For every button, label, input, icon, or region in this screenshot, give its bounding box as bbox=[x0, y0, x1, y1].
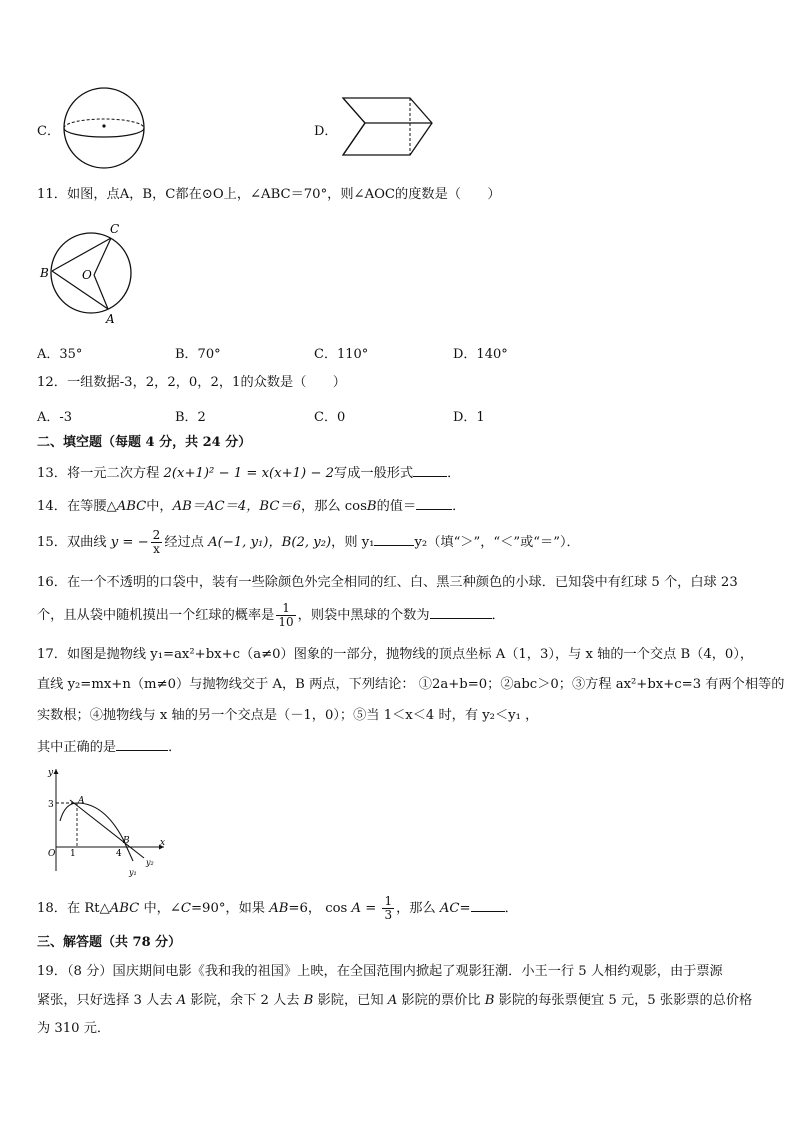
q18-post: ，那么 bbox=[396, 901, 440, 916]
q19-line3: 为 310 元． bbox=[37, 1021, 111, 1036]
q15-line bbox=[37, 528, 580, 558]
point-b-label: B bbox=[123, 836, 130, 846]
q12-option-a: A．-3 bbox=[37, 410, 73, 425]
q11-option-a: A．35° bbox=[37, 347, 83, 362]
q13-prefix: 13．将一元二次方程 bbox=[37, 466, 164, 481]
q19-cinema-a: A bbox=[176, 993, 187, 1008]
q18-ac: AC bbox=[439, 901, 460, 916]
q15-y: y bbox=[110, 535, 119, 550]
q11-option-c: C．110° bbox=[314, 347, 369, 362]
q19-line2 bbox=[37, 991, 752, 1011]
q17-line1: 17．如图是抛物线 y₁=ax²+bx+c（a≠0）图象的一部分，抛物线的顶点坐标 A（1，3），与 x 轴的一个交点 B（4，0）， bbox=[37, 647, 754, 662]
q19-l2-mid: 影院，余下 2 人去 bbox=[186, 993, 304, 1008]
q15-answer-blank[interactable] bbox=[374, 533, 414, 546]
q15-mid: 经过点 bbox=[164, 535, 209, 550]
q19-line1: 19．（8 分）国庆期间电影《我和我的祖国》上映，在全国范围内掀起了观影狂潮．小王一行 5 人相约观影，由于票源 bbox=[37, 964, 723, 979]
q19-l2-mid2: 影院，已知 bbox=[313, 993, 388, 1008]
q12-option-d: D．1 bbox=[453, 410, 485, 425]
q15-eq: = − bbox=[118, 535, 149, 550]
q17-prefix: 其中正确的是 bbox=[37, 740, 117, 755]
q16-fraction bbox=[276, 602, 295, 629]
q13-line bbox=[37, 464, 460, 484]
q14-mid2: ，那么 cos bbox=[301, 499, 367, 514]
q18-numerator: 1 bbox=[384, 894, 393, 908]
q16-denominator: 10 bbox=[278, 615, 294, 629]
circle-angle-figure bbox=[36, 220, 146, 328]
q16-end: ． bbox=[491, 608, 505, 623]
point-c-label: C bbox=[110, 222, 120, 236]
q19-l2-post: 影院的每张票便宜 5 元，5 张影票的总价格 bbox=[494, 993, 753, 1008]
q15-prefix: 15．双曲线 bbox=[37, 535, 111, 550]
option-d-label: D． bbox=[314, 124, 338, 139]
point-o-label: O bbox=[82, 268, 92, 282]
q18-ab: AB bbox=[269, 901, 289, 916]
q11-stem: 11．如图，点A，B，C都在⊙O上，∠ABC＝70°，则∠AOC的度数是（ ） bbox=[37, 187, 501, 202]
prism-figure bbox=[340, 95, 435, 161]
parabola-y1-label: y₁ bbox=[129, 868, 137, 877]
q18-line bbox=[37, 893, 518, 925]
q14-triangle: ABC bbox=[116, 499, 147, 514]
q14-line bbox=[37, 497, 465, 517]
q14-ab: AB＝AC＝4， bbox=[172, 499, 260, 514]
q17-line3: 实数根；④抛物线与 x 轴的另一个交点是（－1，0）；⑤当 1＜x＜4 时，有 y₂＜y₁ ， bbox=[37, 708, 539, 723]
q18-mid3: =6， cos bbox=[288, 901, 352, 916]
q15-point-a: A(−1, y₁)， bbox=[208, 535, 282, 550]
q18-answer-blank[interactable] bbox=[471, 899, 505, 912]
q17-line4 bbox=[37, 738, 181, 758]
q19-l2-mid3: 影院的票价比 bbox=[397, 993, 485, 1008]
q13-suffix: 写成一般形式 bbox=[334, 466, 414, 481]
q14-bc: BC＝6 bbox=[259, 499, 302, 514]
q15-point-b: B(2, y₂) bbox=[281, 535, 332, 550]
q17-answer-blank[interactable] bbox=[116, 738, 168, 751]
q12-option-b: B．2 bbox=[175, 410, 206, 425]
tick-3-label: 3 bbox=[48, 800, 54, 810]
q18-eq: = bbox=[361, 901, 381, 916]
point-a-label: A bbox=[106, 312, 115, 326]
q14-answer-blank[interactable] bbox=[416, 497, 452, 510]
y-axis-label: y bbox=[48, 768, 54, 778]
q14-mid1: 中， bbox=[146, 499, 173, 514]
q17-line2: 直线 y₂=mx+n（m≠0）与抛物线交于 A，B 两点，下列结论： ①2a+b=0；②abc＞0；③方程 ax²+bx+c=3 有两个相等的 bbox=[37, 677, 785, 692]
q16-line2 bbox=[37, 600, 505, 632]
q18-fraction bbox=[382, 895, 394, 922]
q12-option-c: C．0 bbox=[314, 410, 346, 425]
q15-denominator: x bbox=[153, 542, 160, 556]
tick-1-label: 1 bbox=[70, 849, 76, 859]
section-title-solutions: 三、解答题（共 78 分） bbox=[37, 935, 182, 950]
q12-stem: 12．一组数据-3，2，2，0，2，1的众数是（ ） bbox=[37, 375, 346, 390]
line-y2-label: y₂ bbox=[146, 858, 154, 867]
point-b-label: B bbox=[40, 266, 49, 280]
q14-end: ． bbox=[452, 499, 466, 514]
parabola-line-figure bbox=[40, 763, 170, 883]
q18-mid2: =90°，如果 bbox=[191, 901, 270, 916]
q15-numerator: 2 bbox=[152, 528, 161, 542]
x-axis-label: x bbox=[160, 838, 166, 848]
q16-prefix: 个，且从袋中随机摸出一个红球的概率是 bbox=[37, 608, 275, 623]
q16-suffix: ，则袋中黑球的个数为 bbox=[297, 608, 430, 623]
q19-cinema-b: B bbox=[303, 993, 314, 1008]
section-title-fill-in: 二、填空题（每题 4 分，共 24 分） bbox=[37, 435, 252, 450]
q13-end: ． bbox=[447, 466, 461, 481]
q19-cinema-b2: B bbox=[484, 993, 495, 1008]
q19-l2-pre: 紧张，只好选择 3 人去 bbox=[37, 993, 177, 1008]
q18-triangle: ABC bbox=[109, 901, 140, 916]
q13-answer-blank[interactable] bbox=[413, 464, 447, 477]
q15-post1: ，则 y₁ bbox=[331, 535, 375, 550]
origin-label: O bbox=[48, 849, 56, 859]
q18-mid1: 中，∠ bbox=[139, 901, 181, 916]
q18-angle-c: C bbox=[180, 901, 191, 916]
q16-answer-blank[interactable] bbox=[430, 606, 492, 619]
q16-numerator: 1 bbox=[276, 602, 295, 616]
q18-end: ． bbox=[504, 901, 518, 916]
q14-suffix: 的值＝ bbox=[376, 499, 417, 514]
q16-line1: 16．在一个不透明的口袋中，装有一些除颜色外完全相同的红、白、黑三种颜色的小球．已知袋中有红球 5 个，白球 23 bbox=[37, 575, 738, 590]
q18-prefix: 18．在 Rt△ bbox=[37, 901, 110, 916]
q17-end: ． bbox=[168, 740, 182, 755]
q14-angle-b: B bbox=[366, 499, 377, 514]
q18-post2: = bbox=[459, 901, 471, 916]
option-c-label: C． bbox=[37, 124, 60, 139]
q15-post2: y₂（填“＞”，“＜”或“＝”）． bbox=[414, 535, 580, 550]
q18-angle-a: A bbox=[351, 901, 362, 916]
q11-option-b: B．70° bbox=[175, 347, 221, 362]
q14-prefix: 14．在等腰△ bbox=[37, 499, 117, 514]
q11-option-d: D．140° bbox=[453, 347, 508, 362]
sphere-figure bbox=[62, 86, 148, 172]
q18-denominator: 3 bbox=[384, 908, 393, 922]
point-a-label: A bbox=[78, 796, 85, 806]
q19-cinema-a2: A bbox=[387, 993, 398, 1008]
q15-fraction bbox=[151, 529, 163, 556]
tick-4-label: 4 bbox=[116, 849, 122, 859]
q13-equation: 2(x+1)² − 1 = x(x+1) − 2 bbox=[163, 466, 335, 481]
